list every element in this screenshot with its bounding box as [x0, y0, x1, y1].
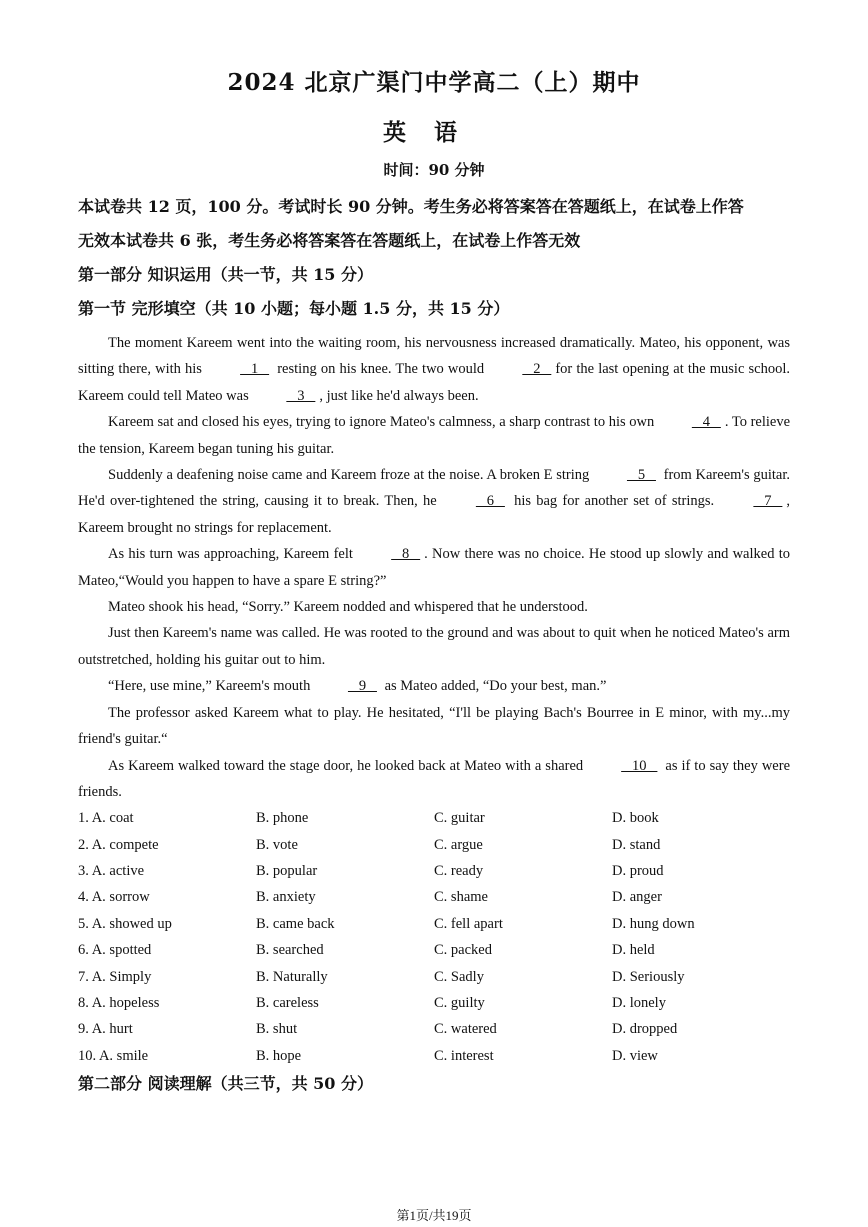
- exam-title: 2024 北京广渠门中学高二（上）期中: [227, 69, 641, 96]
- cloze-passage: [78, 330, 790, 805]
- option-choice: C. interest: [434, 1047, 494, 1064]
- option-choice: B. hope: [256, 1047, 302, 1064]
- option-choice: B. Naturally: [256, 968, 328, 985]
- option-choice: 9. A. hurt: [78, 1021, 133, 1038]
- option-choice: D. Seriously: [612, 968, 685, 985]
- option-choice: D. view: [612, 1047, 658, 1064]
- subject-title: 英语: [383, 119, 485, 146]
- option-choice: 6. A. spotted: [78, 942, 152, 959]
- option-row: [78, 805, 790, 831]
- option-choice: B. searched: [256, 942, 324, 959]
- option-row: [78, 990, 790, 1016]
- option-choice: B. phone: [256, 810, 309, 827]
- passage-text: The moment Kareem went into the waiting room, his nervousness increased dramatically. Mateo, his opponent, was sitting there, with his: [78, 335, 790, 378]
- instructions-line-2: 无效本试卷共 6 张，考生务必将答案答在答题纸上，在试卷上作答无效: [78, 231, 581, 250]
- option-choice: C. argue: [434, 836, 483, 853]
- passage-paragraph: [78, 330, 790, 409]
- option-choice: C. watered: [434, 1021, 497, 1038]
- passage-text: . Now there was no choice. He stood up slowly and walked to Mateo,“Would you happen to have a spare E string?”: [78, 546, 790, 589]
- blank-number: 2: [522, 361, 552, 378]
- option-row: [78, 884, 790, 910]
- passage-paragraph: [78, 673, 790, 699]
- option-choice: 2. A. compete: [78, 836, 159, 853]
- passage-text: for the last opening at the music school. Kareem could tell Mateo was: [78, 361, 790, 404]
- passage-paragraph: [78, 409, 790, 462]
- option-choice: D. proud: [612, 863, 664, 880]
- passage-text: Kareem sat and closed his eyes, trying to ignore Mateo's calmness, a sharp contrast to his own: [108, 414, 658, 431]
- blank-number: 6: [475, 493, 505, 510]
- passage-text: as if to say they were friends.: [78, 757, 791, 800]
- passage-paragraph: [78, 620, 790, 673]
- passage-text: The professor asked Kareem what to play. He hesitated, “I'll be playing Bach's Bourree in E minor, with my...my friend's guitar.“: [78, 704, 790, 748]
- blank-number: 4: [691, 414, 721, 431]
- blank-number: 1: [240, 361, 270, 378]
- section1-title: 第一节 完形填空（共 10 小题；每小题 1.5 分，共 15 分）: [78, 299, 510, 318]
- option-row: [78, 1016, 790, 1042]
- option-choice: C. guitar: [434, 810, 485, 827]
- option-row: [78, 911, 790, 937]
- instructions-line-1: 本试卷共 12 页，100 分。考试时长 90 分钟。考生务必将答案答在答题纸上，在试卷上作答: [78, 197, 744, 216]
- option-choice: 8. A. hopeless: [78, 995, 160, 1012]
- option-choice: D. dropped: [612, 1021, 678, 1038]
- exam-content: [78, 190, 790, 1099]
- passage-text: Mateo shook his head, “Sorry.” Kareem nodded and whispered that he understood.: [108, 599, 588, 616]
- passage-text: Just then Kareem's name was called. He was rooted to the ground and was about to quit when he noticed Mateo's arm outstretched, holding his guitar out to him.: [78, 625, 790, 668]
- passage-paragraph: [78, 700, 790, 753]
- option-choice: B. came back: [256, 915, 335, 932]
- page-number: 第1页/共19页: [396, 1208, 472, 1223]
- passage-paragraph: [78, 462, 790, 541]
- option-row: [78, 832, 790, 858]
- passage-text: Suddenly a deafening noise came and Kareem froze at the noise. A broken E string: [108, 467, 593, 484]
- option-choice: D. hung down: [612, 915, 695, 932]
- passage-text: As Kareem walked toward the stage door, he looked back at Mateo with a shared: [108, 757, 588, 774]
- option-choice: 3. A. active: [78, 863, 145, 880]
- option-choice: B. vote: [256, 836, 298, 853]
- option-choice: C. guilty: [434, 995, 485, 1012]
- option-choice: D. stand: [612, 836, 661, 853]
- option-choice: 5. A. showed up: [78, 915, 172, 932]
- part1-title: 第一部分 知识运用（共一节，共 15 分）: [78, 265, 373, 284]
- option-row: [78, 964, 790, 990]
- passage-paragraph: [78, 594, 790, 620]
- option-row: [78, 858, 790, 884]
- option-choice: C. ready: [434, 863, 484, 880]
- passage-text: his bag for another set of strings.: [508, 493, 720, 510]
- option-choice: C. shame: [434, 889, 488, 906]
- option-choice: D. held: [612, 942, 655, 959]
- option-choice: B. careless: [256, 995, 319, 1012]
- answer-options: [78, 805, 790, 1069]
- option-choice: B. shut: [256, 1021, 298, 1038]
- option-choice: C. Sadly: [434, 968, 484, 985]
- option-choice: D. anger: [612, 889, 662, 906]
- passage-paragraph: [78, 541, 790, 594]
- exam-time: 时间：90 分钟: [383, 161, 485, 179]
- part2-title: 第二部分 阅读理解（共三节，共 50 分）: [78, 1074, 373, 1094]
- passage-text: as Mateo added, “Do your best, man.”: [380, 678, 607, 695]
- option-choice: C. fell apart: [434, 915, 503, 932]
- passage-text: As his turn was approaching, Kareem felt: [108, 546, 358, 563]
- option-row: [78, 1043, 790, 1069]
- passage-text: . To relieve the tension, Kareem began tuning his guitar.: [78, 414, 791, 457]
- option-choice: B. popular: [256, 863, 318, 880]
- option-choice: D. lonely: [612, 995, 666, 1012]
- option-choice: B. anxiety: [256, 889, 316, 906]
- passage-text: , Kareem brought no strings for replacement.: [78, 493, 790, 536]
- blank-number: 5: [626, 467, 656, 484]
- blank-number: 9: [347, 678, 377, 695]
- option-choice: C. packed: [434, 942, 492, 959]
- passage-text: , just like he'd always been.: [319, 387, 479, 404]
- option-choice: 7. A. Simply: [78, 968, 152, 985]
- option-choice: 10. A. smile: [78, 1047, 149, 1064]
- passage-paragraph: [78, 753, 790, 806]
- passage-text: “Here, use mine,” Kareem's mouth: [108, 678, 314, 695]
- blank-number: 10: [621, 757, 658, 774]
- blank-number: 8: [391, 546, 421, 563]
- blank-number: 3: [286, 387, 316, 404]
- blank-number: 7: [753, 493, 783, 510]
- option-row: [78, 937, 790, 963]
- option-choice: 4. A. sorrow: [78, 889, 150, 906]
- option-choice: D. book: [612, 810, 659, 827]
- option-choice: 1. A. coat: [78, 810, 134, 827]
- passage-text: from Kareem's guitar. He'd over-tightened the string, causing it to break. Then, he: [78, 467, 790, 510]
- passage-text: resting on his knee. The two would: [273, 361, 489, 378]
